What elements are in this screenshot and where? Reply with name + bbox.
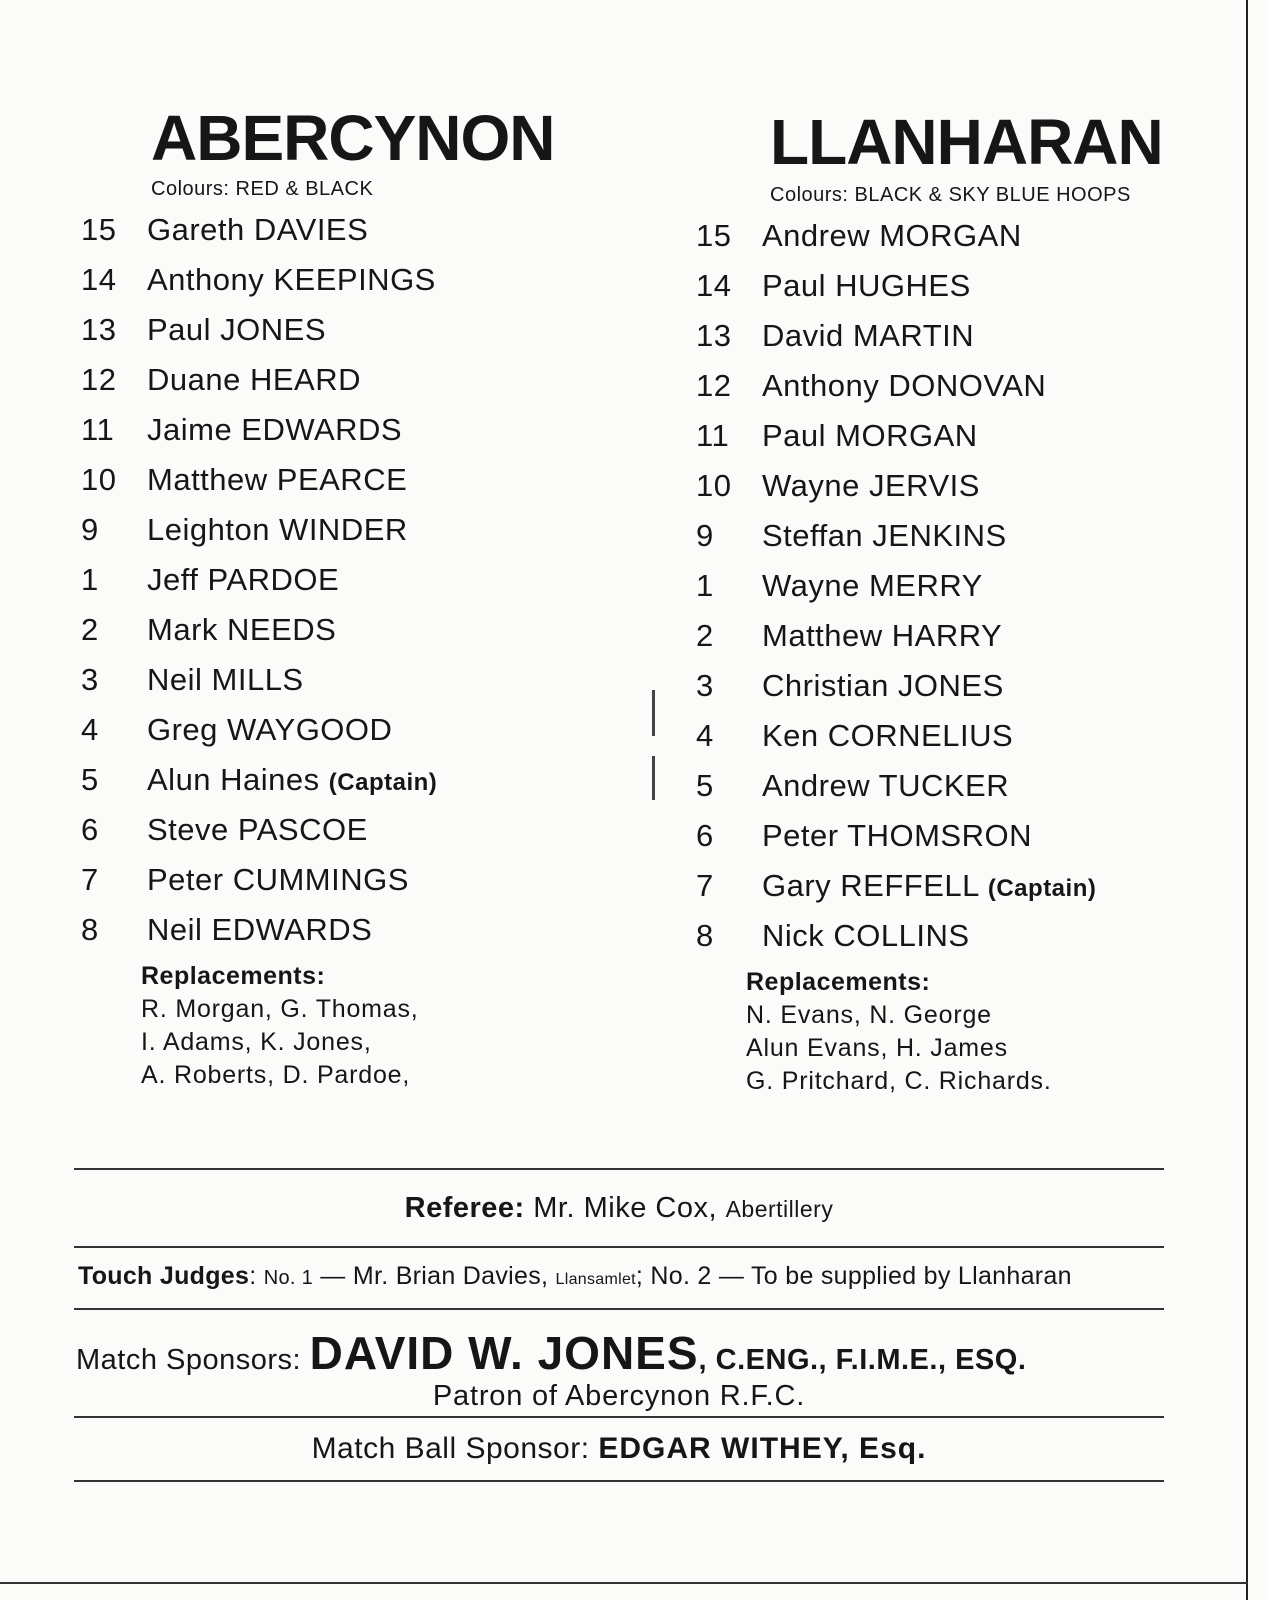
home-replacements-title: Replacements:: [141, 962, 326, 990]
player-name-text: Paul HUGHES: [762, 268, 971, 303]
touch-judges-label: Touch Judges: [78, 1262, 250, 1290]
player-row: [690, 718, 1250, 768]
player-number: 7: [81, 862, 99, 897]
player-row: [690, 468, 1250, 518]
player-row: [690, 818, 1250, 868]
referee-name: Mr. Mike Cox,: [533, 1192, 718, 1224]
player-row: [75, 662, 635, 712]
player-name: [762, 718, 1013, 754]
player-number: 9: [696, 518, 714, 553]
player-name: [762, 668, 1004, 704]
home-player-list: [75, 212, 635, 962]
player-row: [690, 218, 1250, 268]
player-name-text: Ken CORNELIUS: [762, 718, 1014, 753]
divider-rule: [74, 1416, 1164, 1418]
player-name: [147, 262, 436, 298]
touch-judge-1-dash: —: [320, 1262, 346, 1290]
player-name-text: Paul JONES: [147, 312, 327, 347]
player-row: [690, 268, 1250, 318]
touch-judge-1-club: Llansamlet: [555, 1271, 636, 1288]
player-name-text: Neil MILLS: [147, 662, 304, 697]
player-number: 10: [81, 462, 117, 497]
player-row: [690, 318, 1250, 368]
player-number: 1: [81, 562, 99, 597]
player-name-text: Wayne MERRY: [762, 568, 983, 603]
player-row: [75, 812, 635, 862]
player-number: 14: [696, 268, 732, 303]
player-row: [75, 312, 635, 362]
player-name: [147, 912, 372, 948]
match-ball-sponsor-label: Match Ball Sponsor:: [311, 1432, 590, 1465]
away-replacements-line: N. Evans, N. George: [746, 1001, 992, 1029]
player-number: 1: [696, 568, 714, 603]
match-sponsors-line: [76, 1326, 1166, 1380]
player-name: [147, 312, 326, 348]
player-name-text: Neil EDWARDS: [147, 912, 373, 947]
player-number: 4: [81, 712, 99, 747]
player-number: 8: [696, 918, 714, 953]
captain-badge: (Captain): [987, 875, 1097, 902]
player-name-text: Duane HEARD: [147, 362, 361, 397]
player-number: 6: [696, 818, 714, 853]
player-row: [75, 562, 635, 612]
player-name-text: Leighton WINDER: [147, 512, 408, 547]
touch-judges-separator: :: [249, 1262, 257, 1290]
away-team-colours: Colours: BLACK & SKY BLUE HOOPS: [770, 184, 1131, 206]
player-name: [147, 512, 408, 548]
player-name: [762, 618, 1002, 654]
player-name-text: Gareth DAVIES: [147, 212, 369, 247]
player-name: [762, 368, 1046, 404]
player-name-text: Wayne JERVIS: [762, 468, 980, 503]
player-number: 5: [696, 768, 714, 803]
player-number: 5: [81, 762, 99, 797]
away-player-list: [690, 218, 1250, 968]
match-sponsor-name: DAVID W. JONES: [309, 1327, 699, 1379]
player-name: [147, 462, 407, 498]
player-number: 2: [696, 618, 714, 653]
home-team-colours: Colours: RED & BLACK: [151, 178, 374, 200]
player-number: 15: [696, 218, 732, 253]
player-row: [75, 212, 635, 262]
divider-rule: [74, 1168, 1164, 1170]
home-replacements-line: I. Adams, K. Jones,: [141, 1028, 372, 1056]
player-name: [762, 568, 983, 604]
divider-rule: [74, 1308, 1164, 1310]
player-row: [75, 462, 635, 512]
player-name: [762, 418, 978, 454]
touch-judge-2-number: ; No. 2 —: [635, 1262, 745, 1290]
player-number: 4: [696, 718, 714, 753]
player-row: [690, 868, 1250, 918]
player-row: [75, 262, 635, 312]
player-number: 8: [81, 912, 99, 947]
player-row: [690, 418, 1250, 468]
player-row: [690, 768, 1250, 818]
player-row: [75, 762, 635, 812]
player-name-text: Peter CUMMINGS: [147, 862, 409, 897]
away-replacements: [746, 968, 1052, 1100]
player-number: 12: [81, 362, 117, 397]
referee-label: Referee:: [404, 1192, 525, 1224]
player-name: [147, 812, 368, 848]
player-row: [690, 518, 1250, 568]
player-number: 14: [81, 262, 117, 297]
player-name: [147, 412, 402, 448]
player-name-text: Andrew MORGAN: [762, 218, 1022, 253]
player-name: [762, 318, 974, 354]
player-row: [75, 512, 635, 562]
player-number: 10: [696, 468, 732, 503]
player-row: [75, 362, 635, 412]
away-replacements-title: Replacements:: [746, 968, 931, 996]
player-name: [762, 918, 970, 954]
player-number: 11: [81, 412, 115, 447]
match-ball-sponsor-name: EDGAR WITHEY, Esq.: [598, 1432, 927, 1465]
page-bottom-border: [0, 1582, 1248, 1584]
captain-badge: (Captain): [328, 769, 438, 796]
player-number: 12: [696, 368, 732, 403]
player-name-text: Mark NEEDS: [147, 612, 337, 647]
player-name: [762, 218, 1022, 254]
home-replacements-line: R. Morgan, G. Thomas,: [141, 995, 419, 1023]
home-replacements-line: A. Roberts, D. Pardoe,: [141, 1061, 411, 1089]
divider-rule: [74, 1480, 1164, 1482]
player-name-text: Jeff PARDOE: [147, 562, 340, 597]
player-name-text: Andrew TUCKER: [762, 768, 1010, 803]
player-row: [690, 618, 1250, 668]
player-row: [690, 918, 1250, 968]
player-name: [147, 712, 392, 748]
player-name-text: Gary REFFELL: [762, 868, 979, 903]
player-name-text: Matthew HARRY: [762, 618, 1003, 653]
player-name: [147, 762, 437, 798]
home-replacements: [141, 962, 419, 1094]
player-row: [75, 412, 635, 462]
match-sponsor-qualifications: , C.ENG., F.I.M.E., ESQ.: [698, 1344, 1027, 1376]
staple-mark-top: [652, 690, 655, 736]
match-ball-sponsor-line: [74, 1432, 1164, 1466]
home-team-name: ABERCYNON: [151, 102, 555, 174]
player-name-text: Alun Haines: [147, 762, 320, 797]
player-number: 11: [696, 418, 730, 453]
player-number: 3: [696, 668, 714, 703]
touch-judge-1-number: No. 1: [263, 1267, 314, 1289]
player-name-text: Greg WAYGOOD: [147, 712, 393, 747]
player-name: [762, 818, 1032, 854]
player-name: [147, 662, 304, 698]
player-row: [75, 912, 635, 962]
divider-rule: [74, 1246, 1164, 1248]
touch-judge-2-name: To be supplied by Llanharan: [750, 1262, 1072, 1290]
player-row: [75, 712, 635, 762]
patron-line: Patron of Abercynon R.F.C.: [432, 1380, 806, 1412]
player-name: [147, 562, 339, 598]
player-row: [75, 612, 635, 662]
player-row: [690, 368, 1250, 418]
player-name-text: Steffan JENKINS: [762, 518, 1007, 553]
player-name: [762, 268, 971, 304]
player-number: 13: [81, 312, 117, 347]
referee-club: Abertillery: [725, 1196, 834, 1222]
referee-line: [74, 1192, 1164, 1225]
player-name-text: Matthew PEARCE: [147, 462, 408, 497]
player-name: [762, 768, 1009, 804]
player-row: [690, 568, 1250, 618]
away-replacements-line: Alun Evans, H. James: [746, 1034, 1008, 1062]
touch-judges-line: [78, 1262, 1168, 1291]
player-name: [762, 468, 980, 504]
player-name-text: Steve PASCOE: [147, 812, 368, 847]
player-name: [762, 868, 1096, 904]
staple-mark-bottom: [652, 756, 655, 800]
player-name-text: Anthony KEEPINGS: [147, 262, 436, 297]
player-name: [147, 862, 409, 898]
player-name: [147, 212, 368, 248]
player-name-text: Jaime EDWARDS: [147, 412, 403, 447]
player-number: 13: [696, 318, 732, 353]
player-number: 9: [81, 512, 99, 547]
player-name: [147, 612, 336, 648]
player-name-text: David MARTIN: [762, 318, 975, 353]
player-row: [75, 862, 635, 912]
player-name: [762, 518, 1007, 554]
player-name-text: Christian JONES: [762, 668, 1004, 703]
player-number: 2: [81, 612, 99, 647]
player-name-text: Nick COLLINS: [762, 918, 970, 953]
touch-judge-1-name: Mr. Brian Davies,: [352, 1262, 549, 1290]
away-replacements-line: G. Pritchard, C. Richards.: [746, 1067, 1052, 1095]
match-sponsors-label: Match Sponsors:: [76, 1344, 302, 1376]
player-name-text: Paul MORGAN: [762, 418, 978, 453]
player-number: 15: [81, 212, 117, 247]
player-number: 6: [81, 812, 99, 847]
player-number: 7: [696, 868, 714, 903]
player-number: 3: [81, 662, 99, 697]
player-row: [690, 668, 1250, 718]
player-name-text: Anthony DONOVAN: [762, 368, 1047, 403]
player-name-text: Peter THOMSRON: [762, 818, 1032, 853]
away-team-name: LLANHARAN: [770, 106, 1163, 178]
player-name: [147, 362, 361, 398]
